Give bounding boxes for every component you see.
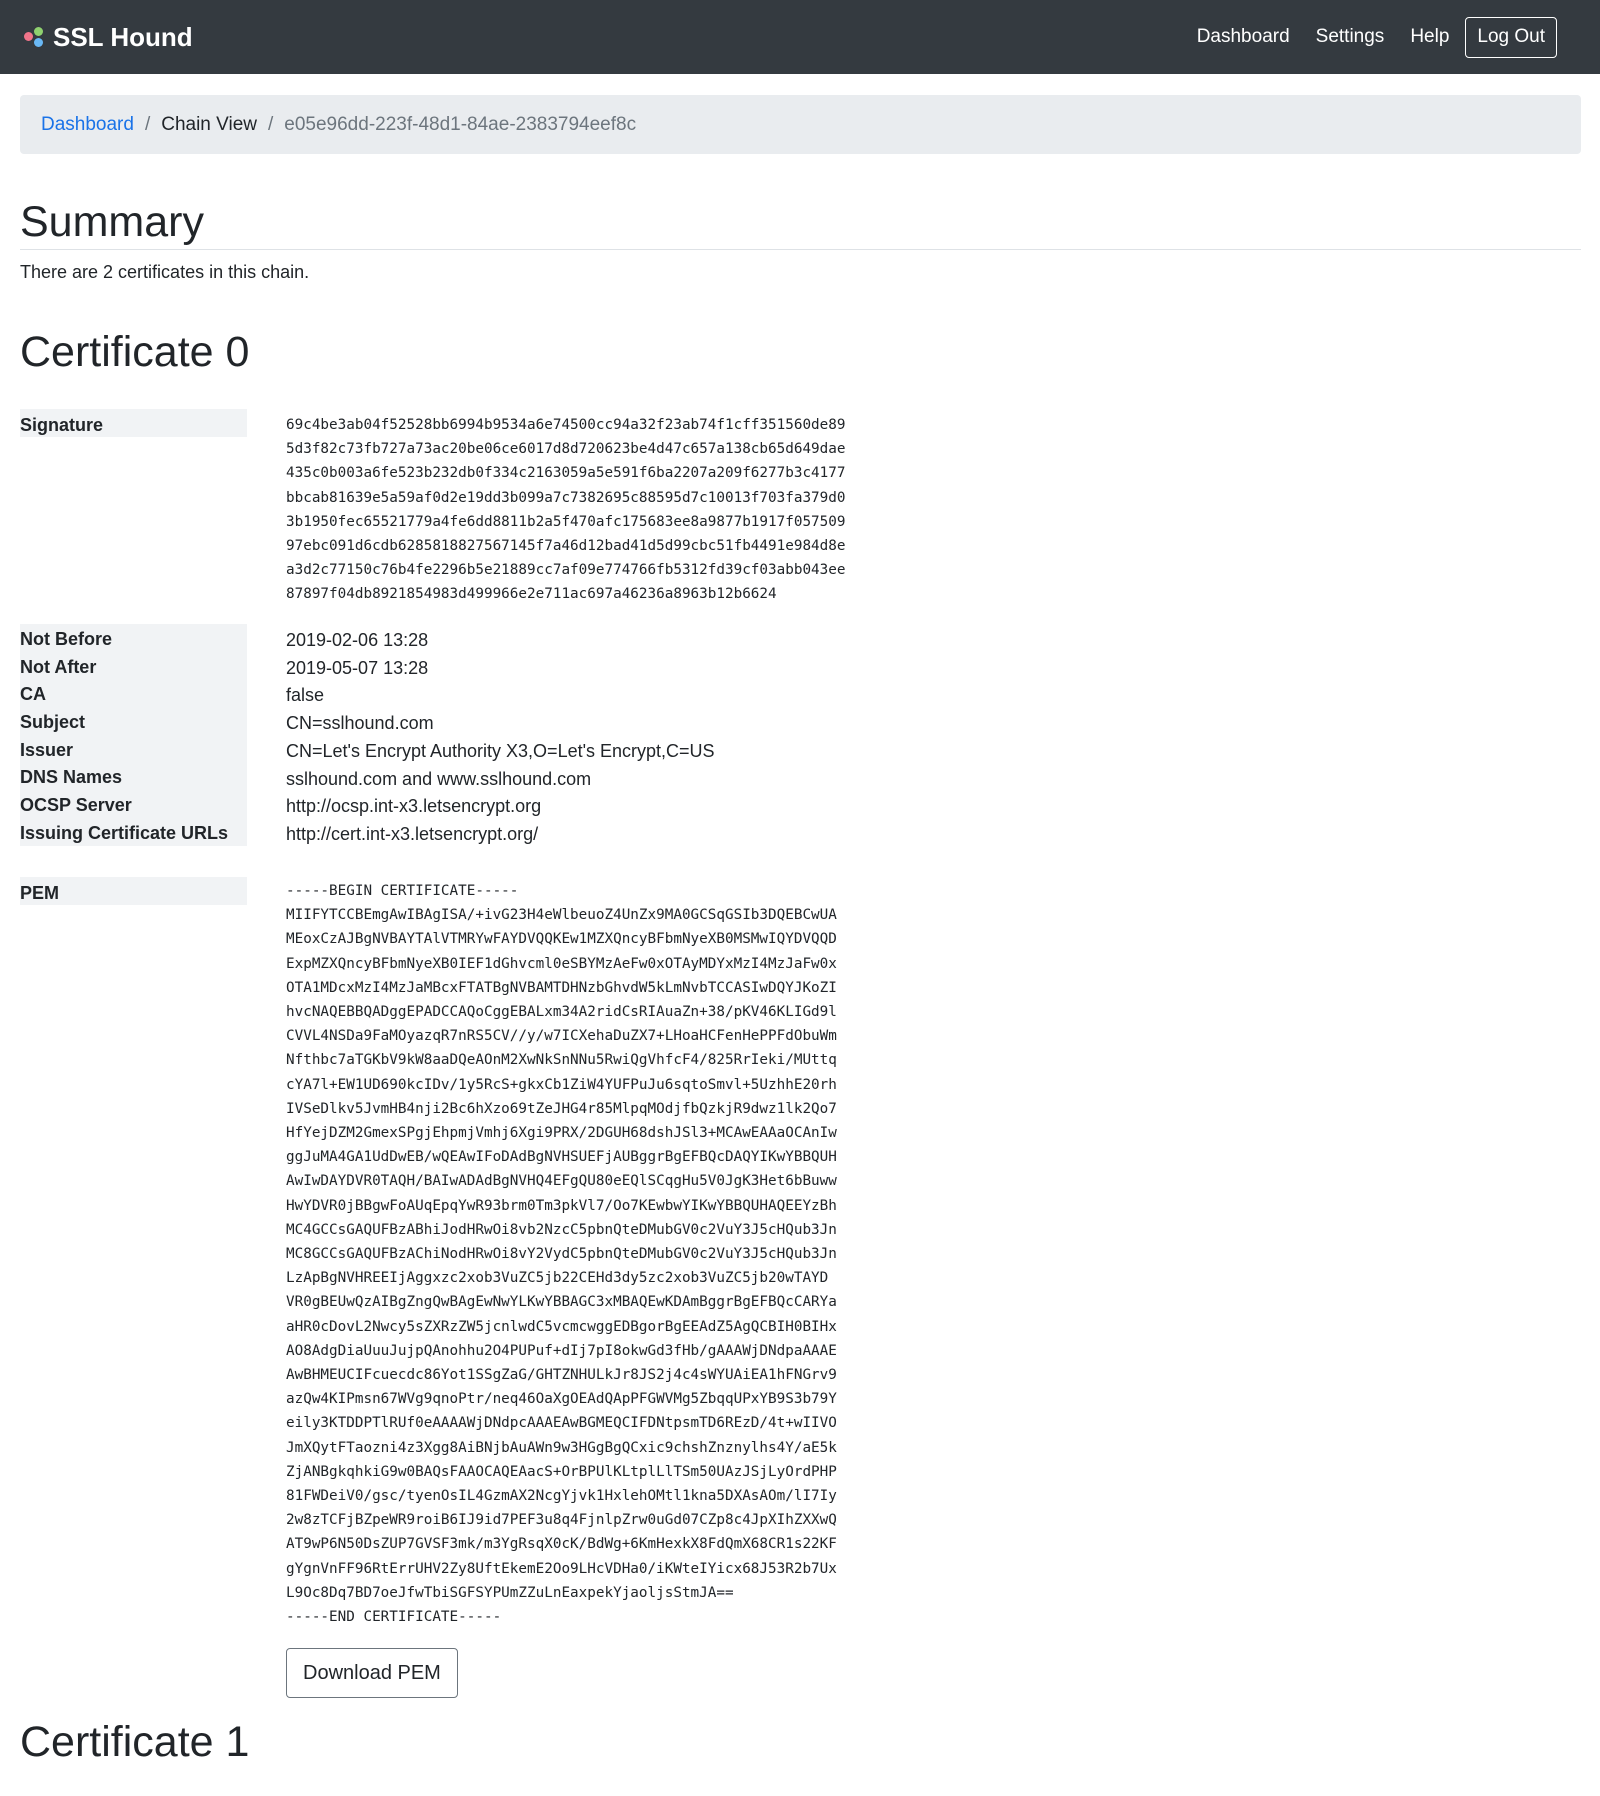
issuing-urls-label: Issuing Certificate URLs (20, 822, 229, 843)
details-labels (20, 624, 247, 846)
issuing-urls-value: http://cert.int-x3.letsencrypt.org/ (286, 823, 539, 844)
ca-label: CA (20, 684, 46, 705)
brand[interactable] (23, 22, 193, 53)
certificate-1-heading: Certificate 1 (20, 1718, 250, 1766)
not-before-label: Not Before (20, 629, 113, 649)
subject-label: Subject (20, 712, 86, 733)
details-values (286, 627, 715, 849)
signature-label: Signature (20, 409, 247, 437)
top-navbar (0, 0, 1600, 74)
brand-name[interactable]: SSL Hound (53, 21, 193, 52)
ca-value: false (286, 685, 325, 706)
breadcrumb-separator: / (268, 113, 274, 135)
issuer-value: CN=Let's Encrypt Authority X3,O=Let's Encrypt,C=US (286, 740, 715, 761)
not-before-value: 2019-02-06 13:28 (286, 630, 429, 650)
nav-link-settings[interactable]: Settings (1315, 26, 1385, 47)
download-pem-button[interactable]: Download PEM (286, 1648, 458, 1698)
breadcrumb-dashboard-link[interactable]: Dashboard (41, 113, 134, 135)
nav-links (1171, 17, 1577, 58)
ocsp-server-value: http://ocsp.int-x3.letsencrypt.org (286, 796, 542, 817)
signature-value: 69c4be3ab04f52528bb6994b9534a6e74500cc94a32f23ab74f1cff351560de89 5d3f82c73fb727a73ac20be06ce6017d8d720623be4d47c657a138cb65d649dae 435c0b003a6fe523b232db0f334c2163059a5e591f6ba2207a209f6277b3c4177 bbcab81639e5a59af0d2e19dd3b099a7c7382695c88595d7c10013f703fa379d0 3b1950fec65521779a4fe6dd8811b2a5f470afc175683ee8a9877b1917f057509 97ebc091d6cdb6285818827567145f7a46d12bad41d5d99cbc51fb4491e984d8e a3d2c77150c76b4fe2296b5e21889cc7af09e774766fb5312fd39cf03abb043ee 87897f04db8921854983d499966e2e711ac697a46236a8963b12b6624 (286, 417, 846, 603)
ssl-hound-logo-icon (23, 26, 45, 48)
nav-link-help[interactable]: Help (1410, 26, 1450, 47)
subject-value: CN=sslhound.com (286, 713, 434, 734)
dns-names-value: sslhound.com and www.sslhound.com (286, 768, 592, 789)
logout-button[interactable]: Log Out (1465, 17, 1557, 58)
not-after-value: 2019-05-07 13:28 (286, 657, 429, 678)
dns-names-label: DNS Names (20, 767, 123, 788)
issuer-label: Issuer (20, 739, 74, 760)
nav-link-dashboard[interactable]: Dashboard (1196, 26, 1290, 47)
pem-value: -----BEGIN CERTIFICATE----- MIIFYTCCBEmgAwIBAgISA/+ivG23H4eWlbeuoZ4UnZx9MA0GCSqGSIb3DQEBCwUA MEoxCzAJBgNVBAYTAlVTMRYwFAYDVQQKEw1MZXQncyBFbmNyeXB0MSMwIQYDVQQD ExpMZXQncyBFbmNyeXB0IEF1dGhvcml0eSBYMzAeFw0xOTAyMDYxMzI4MzJaFw0x OTA1MDcxMzI4MzJaMBcxFTATBgNVBAMTDHNzbGhvdW5kLmNvbTCCASIwDQYJKoZI hvcNAQEBBQADggEPADCCAQoCggEBALxm34A2ridCsRIAuaZn+38/pKV46KLIGd9l CVVL4NSDa9FaMOyazqR7nRS5CV//y/w7ICXehaDuZX7+LHoaHCFenHePPFdObuWm Nfthbc7aTGKbV9kW8aaDQeAOnM2XwNkSnNNu5RwiQgVhfcF4/825RrIeki/MUttq cYA7l+EW1UD690kcIDv/1y5RcS+gkxCb1ZiW4YUFPuJu6sqtoSmvl+5UzhhE20rh IVSeDlkv5JvmHB4nji2Bc6hXzo69tZeJHG4r85MlpqMOdjfbQzkjR9dwz1lk2Qo7 HfYejDZM2GmexSPgjEhpmjVmhj6Xgi9PRX/2DGUH68dshJSl3+MCAwEAAaOCAnIw ggJuMA4GA1UdDwEB/wQEAwIFoDAdBgNVHSUEFjAUBggrBgEFBQcDAQYIKwYBBQUH AwIwDAYDVR0TAQH/BAIwADAdBgNVHQ4EFgQU80eEQlSCqgHu5V0JgK3Het6bBuww HwYDVR0jBBgwFoAUqEpqYwR93brm0Tm3pkVl7/Oo7KEwbwYIKwYBBQUHAQEEYzBh MC4GCCsGAQUFBzABhiJodHRwOi8vb2NzcC5pbnQteDMubGV0c2VuY3J5cHQub3Jn MC8GCCsGAQUFBzAChiNodHRwOi8vY2VydC5pbnQteDMubGV0c2VuY3J5cHQub3Jn LzApBgNVHREEIjAggxzc2xob3VuZC5jb22CEHd3dy5zc2xob3VuZC5jb20wTAYD VR0gBEUwQzAIBgZngQwBAgEwNwYLKwYBBAGC3xMBAQEwKDAmBggrBgEFBQcCARYa aHR0cDovL2Nwcy5sZXRzZW5jcnlwdC5vcmcwggEDBgorBgEEAdZ5AgQCBIH0BIHx AO8AdgDiaUuuJujpQAnohhu2O4PUPuf+dIj7pI8okwGd3fHb/gAAAWjDNdpaAAAE AwBHMEUCIFcuecdc86Yot1SSgZaG/GHTZNHULkJr8JS2j4c4sWYUAiEA1hFNGrv9 azQw4KIPmsn67WVg9qnoPtr/neq46OaXgOEAdQApPFGWVMg5ZbqqUPxYB9S3b79Y eily3KTDDPTlRUf0eAAAAWjDNdpcAAAEAwBGMEQCIFDNtpsmTD6REzD/4t+wIIVO JmXQytFTaozni4z3Xgg8AiBNjbAuAWn9w3HGgBgQCxic9chshZnznylhs4Y/aE5k ZjANBgkqhkiG9w0BAQsFAAOCAQEAacS+OrBPUlKLtplLlTSm50UAzJSjLyOrdPHP 81FWDeiV0/gsc/tyenOsIL4GzmAX2NcgYjvk1HxlehOMtl1kna5DXAsAOm/lI7Iy 2w8zTCFjBZpeWR9roiB6IJ9id7PEF3u8q4FjnlpZrw0uGd07CZp8c4JpXIhZXXwQ AT9wP6N50DsZUP7GVSF3mk/m3YgRsqX0cK/BdWg+6KmHexkX8FdQmX68CR1s22KF gYgnVnFF96RtErrUHV2Zy8UftEkemE2Oo9LHcVDHa0/iKWteIYicx68J53R2b7Ux L9Oc8Dq7BD7oeJfwTbiSGFSYPUmZZuLnEaxpekYjaoljsStmJA== -----END CERTIFICATE----- (286, 883, 837, 1626)
ocsp-server-label: OCSP Server (20, 795, 132, 816)
breadcrumb-separator: / (144, 113, 151, 135)
certificate-0-heading: Certificate 0 (20, 328, 250, 376)
breadcrumb-chain-id: e05e96dd-223f-48d1-84ae-2383794eef8c (284, 113, 637, 135)
not-after-label: Not After (20, 656, 97, 677)
pem-label: PEM (20, 877, 247, 905)
summary-text: There are 2 certificates in this chain. (20, 262, 310, 282)
breadcrumb (20, 95, 1581, 154)
summary-heading: Summary (20, 196, 1581, 250)
breadcrumb-chain-view: Chain View (161, 113, 257, 135)
